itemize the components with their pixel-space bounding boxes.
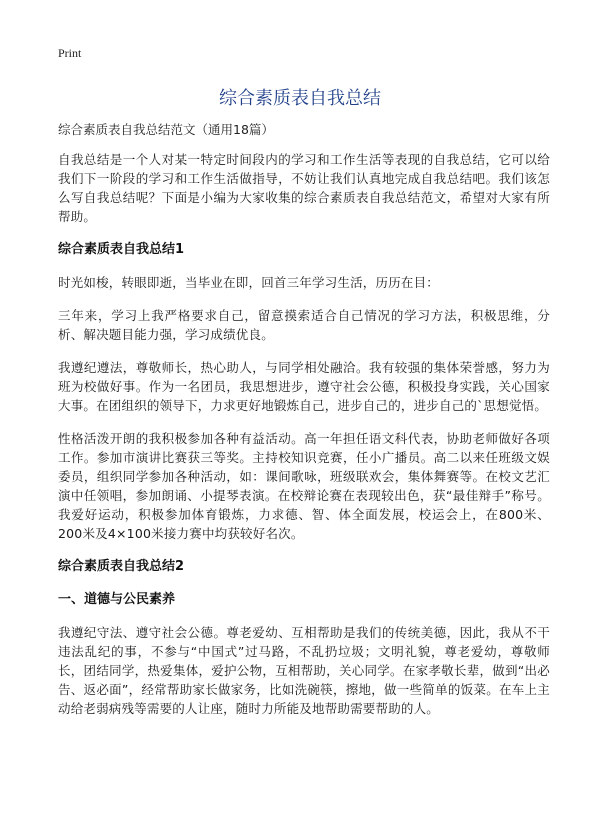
section-2-subheading: 一、道德与公民素养 — [58, 592, 176, 607]
page-subtitle: 综合素质表自我总结范文（通用18篇） — [58, 122, 274, 137]
page-title: 综合素质表自我总结 — [219, 88, 381, 109]
section-2-heading: 综合素质表自我总结2 — [58, 559, 185, 574]
section-1-paragraph: 性格活泼开朗的我积极参加各种有益活动。高一年担任语文科代表，协助老师做好各项工作。参加市演讲比赛获三等奖。主持校知识竞赛，任小广播员。高二以来任班级文娱委员，组织同学参加各种活动，如：课间歌咏，班级联欢会，集体舞赛等。在校文艺汇演中任领唱，参加朗诵、小提琴表演。在校辩论赛在表现较出色，获“最佳辩手”称号。我爱好运动，积极参加体育锻炼，力求德、智、体全面发展，校运会上，在800米、200米及4×100米接力赛中均获较好名次。 — [58, 431, 550, 541]
print-link[interactable]: Print — [58, 46, 82, 60]
section-1-paragraph: 三年来，学习上我严格要求自己，留意摸索适合自己情况的学习方法，积极思维，分析、解决题目能力强，学习成绩优良。 — [58, 308, 550, 342]
article-body — [58, 150, 550, 732]
intro-paragraph: 自我总结是一个人对某一特定时间段内的学习和工作生活等表现的自我总结，它可以给我们下一阶段的学习和工作生活做指导，不妨让我们认真地完成自我总结吧。我们该怎么写自我总结呢？下面是小编为大家收集的综合素质表自我总结范文，希望对大家有所帮助。 — [58, 152, 550, 224]
section-1-heading: 综合素质表自我总结1 — [58, 242, 185, 257]
section-2-paragraph: 我遵纪守法、遵守社会公德。尊老爱幼、互相帮助是我们的传统美德，因此，我从不干违法乱纪的事，不参与“中国式”过马路，不乱扔垃圾；文明礼貌，尊老爱幼，尊敬师长，团结同学，热爱集体，爱护公物，互相帮助，关心同学。在家孝敬长辈，做到“出必告、返必面”，经常帮助家长做家务，比如洗碗筷，擦地，做一些简单的饭菜。在车上主动给老弱病残等需要的人让座，随时力所能及地帮助需要帮助的人。 — [58, 625, 550, 716]
section-1-paragraph: 时光如梭，转眼即逝，当毕业在即，回首三年学习生活，历历在目： — [58, 275, 440, 290]
section-1-paragraph: 我遵纪遵法，尊敬师长，热心助人，与同学相处融洽。我有较强的集体荣誉感，努力为班为校做好事。作为一名团员，我思想进步，遵守社会公德，积极投身实践，关心国家大事。在团组织的领导下，力求更好地锻炼自己，进步自己的，进步自己的`思想觉悟。 — [58, 360, 550, 413]
